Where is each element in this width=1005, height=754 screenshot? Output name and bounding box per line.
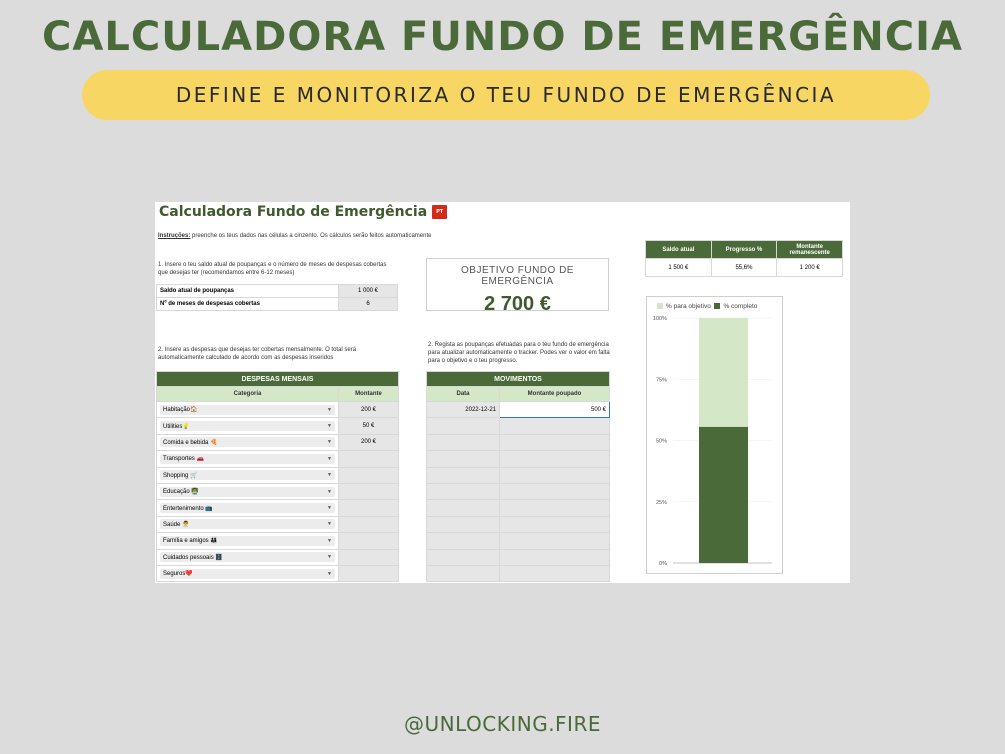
movement-date-input[interactable] bbox=[427, 549, 500, 565]
chevron-down-icon: ▼ bbox=[327, 406, 332, 413]
category-dropdown[interactable] bbox=[160, 470, 335, 480]
legend-label-completo: % completo bbox=[723, 303, 758, 310]
progress-balance: 1 500 € bbox=[646, 259, 712, 277]
expense-category-cell bbox=[157, 565, 339, 581]
expense-category-cell bbox=[157, 549, 339, 565]
chevron-down-icon: ▼ bbox=[327, 423, 332, 430]
category-label: Saúde 👨‍⚕️ bbox=[163, 521, 190, 528]
category-dropdown[interactable] bbox=[160, 454, 335, 464]
category-dropdown[interactable] bbox=[160, 536, 335, 546]
category-label: Transportes 🚗 bbox=[163, 456, 204, 463]
movement-amount-input[interactable] bbox=[500, 549, 610, 565]
table-row bbox=[427, 500, 610, 516]
table-row bbox=[157, 434, 399, 450]
progress-chart bbox=[646, 296, 783, 574]
category-label: Entertenimento 📺 bbox=[163, 505, 213, 512]
category-dropdown[interactable] bbox=[160, 487, 335, 497]
savings-label: Saldo atual de poupanças bbox=[157, 285, 339, 298]
bar-segment-para-objetivo bbox=[699, 318, 748, 427]
category-dropdown[interactable] bbox=[160, 569, 335, 579]
expense-amount-input[interactable] bbox=[339, 516, 399, 532]
sheet-title-row bbox=[159, 204, 447, 220]
table-row bbox=[157, 533, 399, 549]
movement-date-input[interactable] bbox=[427, 565, 500, 581]
expense-amount-input[interactable] bbox=[339, 467, 399, 483]
expense-category-cell bbox=[157, 483, 339, 499]
chevron-down-icon: ▼ bbox=[327, 455, 332, 462]
step1-text: 1. Insere o teu saldo atual de poupanças e o número de meses de despesas cobertas que desejas ter (recomendamos entre 6-12 meses) bbox=[158, 262, 387, 276]
expense-amount-input[interactable] bbox=[339, 549, 399, 565]
table-row bbox=[427, 549, 610, 565]
chevron-down-icon: ▼ bbox=[327, 521, 332, 528]
category-label: Cuidados pessoais 🗄️ bbox=[163, 554, 223, 561]
expense-amount-input[interactable] bbox=[339, 483, 399, 499]
table-row bbox=[157, 467, 399, 483]
y-tick-label: 0% bbox=[659, 561, 667, 567]
category-dropdown[interactable] bbox=[160, 437, 335, 447]
table-row bbox=[427, 565, 610, 581]
chart-svg bbox=[647, 297, 782, 573]
table-row bbox=[157, 418, 399, 434]
expense-category-cell bbox=[157, 402, 339, 418]
portugal-flag-icon: PT bbox=[432, 205, 447, 219]
table-row bbox=[427, 483, 610, 499]
spreadsheet-screenshot bbox=[155, 202, 850, 583]
table-row bbox=[157, 516, 399, 532]
table-row bbox=[427, 533, 610, 549]
expense-amount-input[interactable]: 50 € bbox=[339, 418, 399, 434]
legend-label-objetivo: % para objetivo bbox=[666, 303, 711, 310]
savings-input[interactable]: 1 000 € bbox=[339, 285, 398, 298]
table-row bbox=[157, 483, 399, 499]
expenses-col-amount: Montante bbox=[339, 387, 399, 402]
expense-category-cell bbox=[157, 516, 339, 532]
movement-amount-input[interactable] bbox=[500, 500, 610, 516]
y-tick-label: 50% bbox=[655, 438, 667, 445]
bar-segment-completo bbox=[699, 427, 748, 563]
progress-remaining: 1 200 € bbox=[777, 259, 843, 277]
chevron-down-icon: ▼ bbox=[327, 505, 332, 512]
category-label: Seguros❤️ bbox=[163, 571, 193, 578]
step2-text: 2. Insere as despesas que desejas ter cobertas mensalmente. O total será automaticamente calculado de acordo com as despesas inseridos bbox=[158, 347, 357, 361]
category-label: Utilities💡 bbox=[163, 423, 190, 430]
movement-amount-input[interactable] bbox=[500, 467, 610, 483]
movement-date-input[interactable] bbox=[427, 467, 500, 483]
instructions-text: preenche os teus dados nas células a cinzento. Os cálculos serão feitos automaticamente bbox=[190, 233, 432, 239]
movement-date-input[interactable] bbox=[427, 451, 500, 467]
movement-amount-input[interactable]: 500 € bbox=[500, 402, 610, 418]
movement-amount-input[interactable] bbox=[500, 516, 610, 532]
chevron-down-icon: ▼ bbox=[327, 554, 332, 561]
goal-label: OBJETIVO FUNDO DE EMERGÊNCIA bbox=[461, 265, 574, 287]
movement-amount-input[interactable] bbox=[500, 451, 610, 467]
y-tick-label: 100% bbox=[652, 316, 667, 322]
category-label: Habitação🏠 bbox=[163, 407, 198, 414]
y-tick-label: 25% bbox=[655, 499, 667, 506]
months-label: Nº de meses de despesas cobertas bbox=[157, 298, 339, 311]
savings-inputs-table bbox=[156, 284, 398, 311]
chevron-down-icon: ▼ bbox=[327, 439, 332, 446]
expenses-col-category: Categoria bbox=[157, 387, 339, 402]
months-input[interactable]: 6 bbox=[339, 298, 398, 311]
table-row bbox=[157, 549, 399, 565]
movement-date-input[interactable] bbox=[427, 533, 500, 549]
progress-table bbox=[645, 240, 843, 277]
movement-date-input[interactable]: 2022-12-21 bbox=[427, 402, 500, 418]
goal-card bbox=[426, 258, 609, 315]
category-label: Família e amigos 👨‍👩‍👧 bbox=[163, 538, 218, 545]
chevron-down-icon: ▼ bbox=[327, 537, 332, 544]
table-row bbox=[427, 451, 610, 467]
category-label: Educação 👨‍🏫 bbox=[163, 489, 199, 496]
footer-handle: @UNLOCKING.FIRE bbox=[403, 712, 601, 736]
chevron-down-icon: ▼ bbox=[327, 472, 332, 479]
movement-amount-input[interactable] bbox=[500, 565, 610, 581]
expense-category-cell bbox=[157, 500, 339, 516]
chevron-down-icon: ▼ bbox=[327, 570, 332, 577]
chevron-down-icon: ▼ bbox=[327, 488, 332, 495]
movement-amount-input[interactable] bbox=[500, 434, 610, 450]
expense-amount-input[interactable] bbox=[339, 451, 399, 467]
table-row bbox=[427, 516, 610, 532]
movement-amount-input[interactable] bbox=[500, 533, 610, 549]
progress-col-progress: Progresso % bbox=[711, 241, 777, 259]
movement-amount-input[interactable] bbox=[500, 418, 610, 434]
goal-value: 2 700 € bbox=[484, 293, 551, 315]
table-row bbox=[157, 451, 399, 467]
expense-category-cell bbox=[157, 533, 339, 549]
table-row bbox=[427, 402, 610, 418]
category-label: Shopping 🛒 bbox=[163, 472, 198, 479]
movement-date-input[interactable] bbox=[427, 516, 500, 532]
expense-amount-input[interactable] bbox=[339, 565, 399, 581]
expense-category-cell bbox=[157, 467, 339, 483]
expense-amount-input[interactable] bbox=[339, 533, 399, 549]
movement-date-input[interactable] bbox=[427, 483, 500, 499]
progress-percent: 55,6% bbox=[711, 259, 777, 277]
movement-amount-input[interactable] bbox=[500, 483, 610, 499]
progress-col-remaining: Montante remanescente bbox=[777, 241, 843, 259]
table-row bbox=[427, 434, 610, 450]
expense-amount-input[interactable] bbox=[339, 500, 399, 516]
table-row bbox=[427, 418, 610, 434]
subtitle-banner: DEFINE E MONITORIZA O TEU FUNDO DE EMERGÊNCIA bbox=[82, 70, 930, 120]
movement-date-input[interactable] bbox=[427, 418, 500, 434]
table-row bbox=[157, 565, 399, 581]
progress-col-balance: Saldo atual bbox=[646, 241, 712, 259]
category-dropdown[interactable] bbox=[160, 552, 335, 562]
sheet-title: Calculadora Fundo de Emergência bbox=[159, 204, 428, 220]
expenses-title: DESPESAS MENSAIS bbox=[157, 372, 399, 387]
category-dropdown[interactable] bbox=[160, 519, 335, 529]
expenses-table bbox=[156, 371, 399, 582]
step2b-text: 2. Regista as poupanças efetuadas para o teu fundo de emergência para atualizar automaticamente o tracker. Podes ver o valor em falta para o objetivo e o teu progresso. bbox=[428, 342, 610, 364]
table-row bbox=[157, 500, 399, 516]
movements-col-date: Data bbox=[427, 387, 500, 402]
category-dropdown[interactable] bbox=[160, 405, 335, 415]
movement-date-input[interactable] bbox=[427, 434, 500, 450]
table-row bbox=[157, 402, 399, 418]
expense-amount-input[interactable]: 200 € bbox=[339, 434, 399, 450]
movements-title: MOVIMENTOS bbox=[427, 372, 610, 387]
category-dropdown[interactable] bbox=[160, 421, 335, 431]
table-row bbox=[427, 467, 610, 483]
instructions bbox=[158, 232, 431, 240]
category-dropdown[interactable] bbox=[160, 503, 335, 513]
y-tick-label: 75% bbox=[655, 377, 667, 384]
expense-category-cell bbox=[157, 418, 339, 434]
expense-category-cell bbox=[157, 434, 339, 450]
page-title: CALCULADORA FUNDO DE EMERGÊNCIA bbox=[42, 14, 963, 60]
movements-col-amount: Montante poupado bbox=[500, 387, 610, 402]
expense-amount-input[interactable]: 200 € bbox=[339, 402, 399, 418]
movements-table bbox=[426, 371, 610, 582]
category-label: Comida e bebida 🍕 bbox=[163, 439, 218, 446]
instructions-label: Instruções: bbox=[158, 233, 191, 239]
expense-category-cell bbox=[157, 451, 339, 467]
movement-date-input[interactable] bbox=[427, 500, 500, 516]
